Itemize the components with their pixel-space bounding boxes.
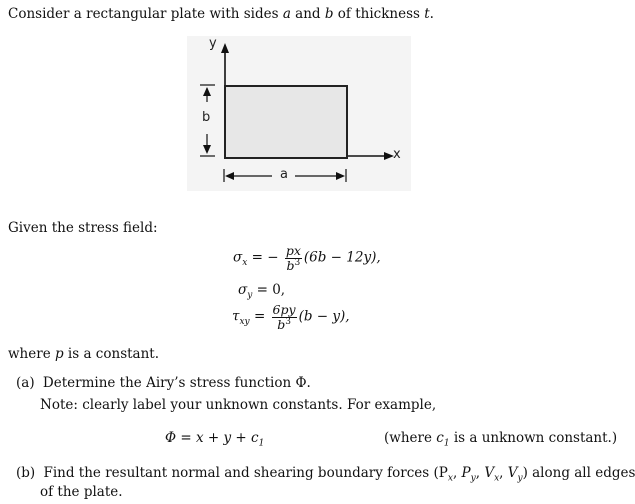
var-a: a: [282, 6, 291, 22]
equation-tau-xy: $\tau_{xy}$ = $\frac{6py}{b^3}$ (b − y),: [232, 302, 350, 332]
a-dim-right-arrow-icon: [336, 172, 345, 180]
equation-sigma-y: $\sigma_y = 0$,: [238, 282, 286, 301]
part-a-question: (a) Determine the Airy’s stress function Φ.: [16, 375, 311, 391]
rectangular-plate: [224, 85, 348, 159]
side-a-label: a: [280, 167, 288, 182]
part-b-label: (b): [16, 465, 36, 481]
fraction-6py-b3: $\frac{6py}{b^3}$: [272, 302, 296, 332]
part-a-note: Note: clearly label your unknown constants. For example,: [40, 397, 437, 413]
fraction-px-b3: $\frac{px}{b^3}$: [285, 243, 301, 273]
a-dim-left-arrow-icon: [225, 172, 234, 180]
equation-sigma-x: $\sigma_x$ = − $\frac{px}{b^3}$ (6b − 12y),: [233, 243, 381, 273]
part-a-label: (a): [16, 375, 35, 391]
side-b-label: b: [202, 110, 211, 125]
y-axis-label: y: [209, 36, 217, 51]
part-b-question: (b) Find the resultant normal and shearing boundary forces ($P_x$, $P_y$, $V_x$, $V_y$) along all edges: [16, 465, 635, 484]
stress-field-intro: Given the stress field:: [8, 220, 158, 236]
var-t: t: [424, 6, 430, 22]
plate-figure: [187, 36, 411, 191]
intro-sentence: Consider a rectangular plate with sides a and b of thickness t.: [8, 6, 434, 22]
part-a-example-equation: $\Phi = x + y + c_1$: [165, 430, 265, 449]
constant-note: where p is a constant.: [8, 346, 160, 362]
b-dim-up-arrow-icon: [203, 87, 211, 96]
b-dim-down-arrow-icon: [203, 145, 211, 154]
var-b: b: [324, 6, 334, 22]
part-b-continuation: of the plate.: [40, 484, 123, 500]
y-axis-arrow-icon: [221, 43, 229, 53]
x-axis-label: x: [393, 147, 401, 162]
part-a-example-comment: (where $c_1$ is a unknown constant.): [384, 430, 618, 449]
